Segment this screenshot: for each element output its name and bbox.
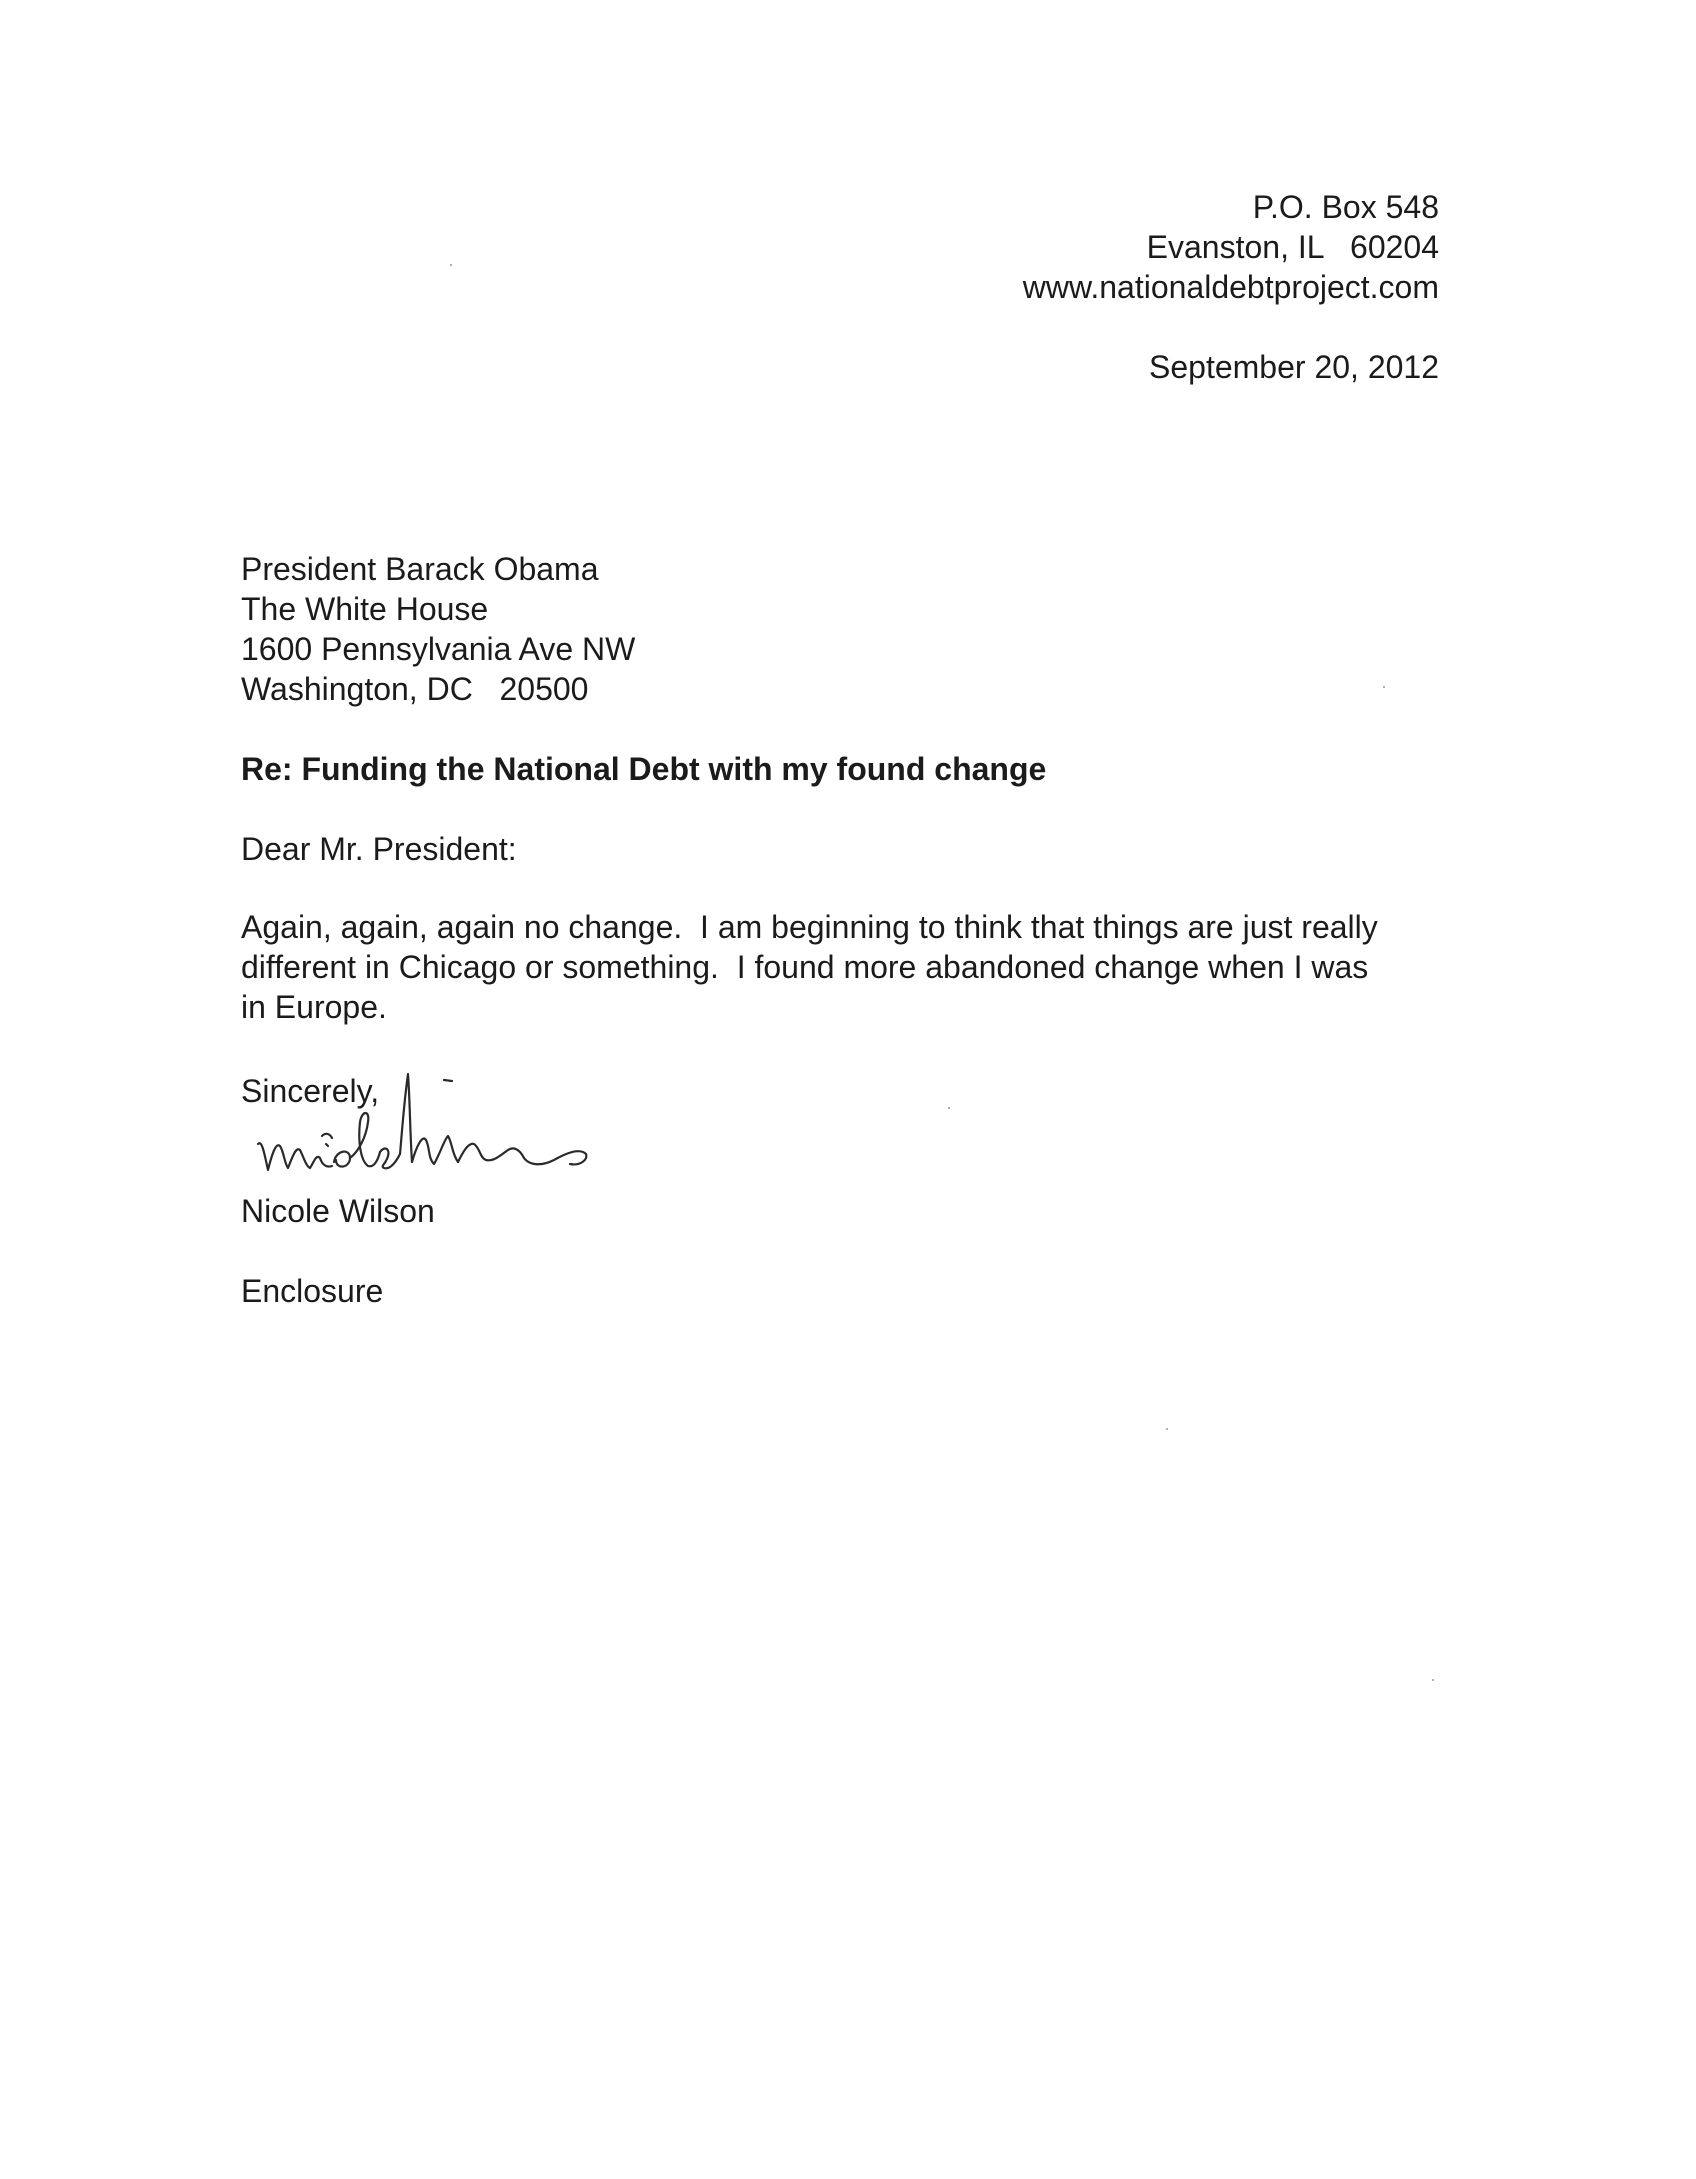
scan-speck — [450, 264, 452, 266]
recipient-name: President Barack Obama — [241, 551, 599, 587]
handwritten-signature-icon — [250, 1062, 680, 1187]
signer-name: Nicole Wilson — [241, 1193, 435, 1229]
return-address — [1023, 187, 1439, 307]
return-address-city: Evanston, IL 60204 — [1146, 229, 1439, 265]
recipient-city: Washington, DC 20500 — [241, 671, 589, 707]
body-line-3: in Europe. — [241, 989, 387, 1025]
letter-body — [241, 907, 1441, 1027]
return-address-po-box: P.O. Box 548 — [1252, 189, 1439, 225]
closing: Sincerely, — [241, 1073, 380, 1109]
letter-date: September 20, 2012 — [1149, 349, 1439, 385]
body-line-2: different in Chicago or something. I found more abandoned change when I was — [241, 949, 1369, 985]
scan-speck — [1383, 686, 1385, 688]
recipient-organization: The White House — [241, 591, 489, 627]
salutation: Dear Mr. President: — [241, 831, 517, 867]
subject-line: Re: Funding the National Debt with my found change — [241, 751, 1047, 787]
return-address-website: www.nationaldebtproject.com — [1022, 269, 1439, 305]
enclosure-note: Enclosure — [241, 1273, 384, 1309]
scan-speck — [1432, 1679, 1434, 1681]
scan-speck — [948, 1107, 950, 1109]
scan-speck — [1166, 1428, 1168, 1430]
recipient-street: 1600 Pennsylvania Ave NW — [241, 631, 636, 667]
body-line-1: Again, again, again no change. I am beginning to think that things are just really — [241, 909, 1378, 945]
recipient-address — [241, 549, 635, 709]
